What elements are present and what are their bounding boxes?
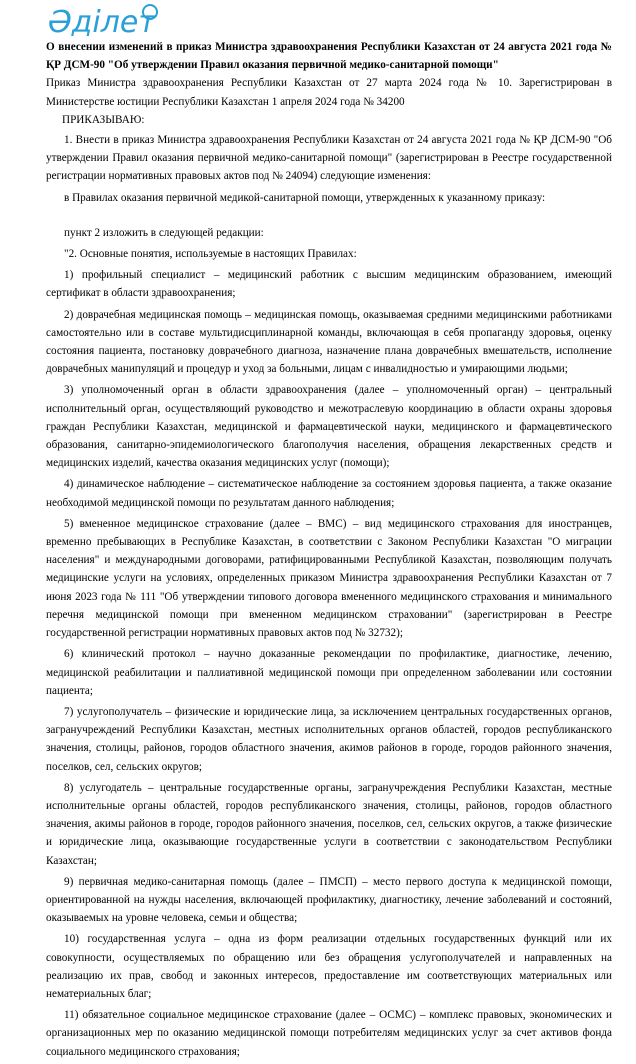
list-item: 6) клинический протокол – научно доказанные рекомендации по профилактике, диагностике, лечению, медицинской реабилитации и паллиативной медицинской помощи при определенном заболевании или состоянии пациента; <box>46 648 612 697</box>
order-heading: ПРИКАЗЫВАЮ: <box>62 113 145 126</box>
list-item: 1) профильный специалист – медицинский работник с высшим медицинским образованием, имеющий сертификат в области здравоохранения; <box>46 269 612 300</box>
list-item: 2) доврачебная медицинская помощь – медицинская помощь, оказываемая средними медицинскими работниками самостоятельно или в составе мультидисциплинарной команды, включающая в себя пропаганду здоровья, оценку состояния пациента, постановку доврачебного диагноза, назначение плана доврачебных вмешательств, исполнение доврачебных манипуляций и процедур и уход за больными, лицам с инвалидностью и умирающими людьми; <box>46 308 612 376</box>
adilet-logo <box>46 2 196 38</box>
spacer <box>46 210 612 224</box>
list-item: 7) услугополучатель – физические и юридические лица, за исключением центральных государственных органов, загранучреждений Республики Казахстан, местных исполнительных органов областей, городов республиканского значения, столицы, районов, городов областного значения, акимов районов в городе, городов районного значения, поселков, сел, сельских округов; <box>46 705 612 773</box>
document-meta: Приказ Министра здравоохранения Республики Казахстан от 27 марта 2024 года № 10. Зарегистрирован в Министерстве юстиции Республики Казахстан 1 апреля 2024 года № 34200 <box>46 77 612 108</box>
list-item: 9) первичная медико-санитарная помощь (далее – ПМСП) – место первого доступа к медицинской помощи, ориентированной на нужды населения, включающей профилактику, диагностику, лечение заболеваний и состояний, оказываемых на уровне человека, семьи и общества; <box>46 875 612 925</box>
list-item: 3) уполномоченный орган в области здравоохранения (далее – уполномоченный орган) – центральный исполнительный орган, осуществляющий руководство и межотраслевую координацию в области охраны здоровья граждан Республики Казахстан, медицинской и фармацевтической науки, медицинского и фармацевтического образования, санитарно-эпидемиологического благополучия населения, обращения лекарственных средств и медицинских изделий, качества оказания медицинских услуг (помощи); <box>46 384 612 470</box>
list-item: 4) динамическое наблюдение – систематическое наблюдение за состоянием здоровья пациента, а также оказание необходимой медицинской помощи по результатам данного наблюдения; <box>46 478 612 509</box>
list-item: 5) вмененное медицинское страхование (далее – ВМС) – вид медицинского страхования для иностранцев, временно пребывающих в Республике Казахстан, в соответствии с Законом Республики Казахстан "О миграции населения" и международными договорами, ратифицированными Республикой Казахстан, позволяющим получать медицинские услуги на условиях, определенных приказом Министра здравоохранения Республики Казахстан от 7 июня 2023 года № 111 "Об утверждении типового договора вмененного медицинского страхования и минимального перечня медицинской помощи при вмененном медицинском страховании" (зарегистрирован в Реестре государственной регистрации нормативных правовых актов под № 32732); <box>46 517 612 640</box>
paragraph: 1. Внести в приказ Министра здравоохранения Республики Казахстан от 24 августа 2021 года № ҚР ДСМ-90 "Об утверждении Правил оказания первичной медико-санитарной помощи" (зарегистрирован в Реестре государственной регистрации нормативных правовых актов под № 24094) следующие изменения: <box>46 134 612 183</box>
list-item: "2. Основные понятия, используемые в настоящих Правилах: <box>64 248 357 261</box>
list-item: пункт 2 изложить в следующей редакции: <box>64 226 264 239</box>
list-item: 8) услугодатель – центральные государственные органы, загранучреждения Республики Казахстан, местные исполнительные органы областей, городов республиканского значения, столицы, районов, городов областного значения, акимы районов в городе, городов районного значения, поселков, сел, сельских округов, а также физические и юридические лица, оказывающие государственные услуги в соответствии с законодательством Республики Казахстан; <box>46 781 612 867</box>
document-body <box>46 38 612 1064</box>
document-title: О внесении изменений в приказ Министра здравоохранения Республики Казахстан от 24 августа 2021 года № ҚР ДСМ-90 "Об утверждении Правил оказания первичной медико-санитарной помощи" <box>46 41 612 72</box>
list-item: 10) государственная услуга – одна из форм реализации отдельных государственных функций или их совокупности, осуществляемых по обращению или без обращения услугополучателей и направленных на реализацию их прав, свобод и законных интересов, предоставление им соответствующих материальных или нематериальных благ; <box>46 933 612 1000</box>
logo-text: Әділет <box>48 5 156 40</box>
paragraph: в Правилах оказания первичной медикой-санитарной помощи, утвержденных к указанному приказу: <box>64 191 546 204</box>
list-item: 11) обязательное социальное медицинское страхование (далее – ОСМС) – комплекс правовых, экономических и организационных мер по оказанию медицинской помощи потребителям медицинских услуг за счет активов фонда социального медицинского страхования; <box>46 1009 612 1058</box>
